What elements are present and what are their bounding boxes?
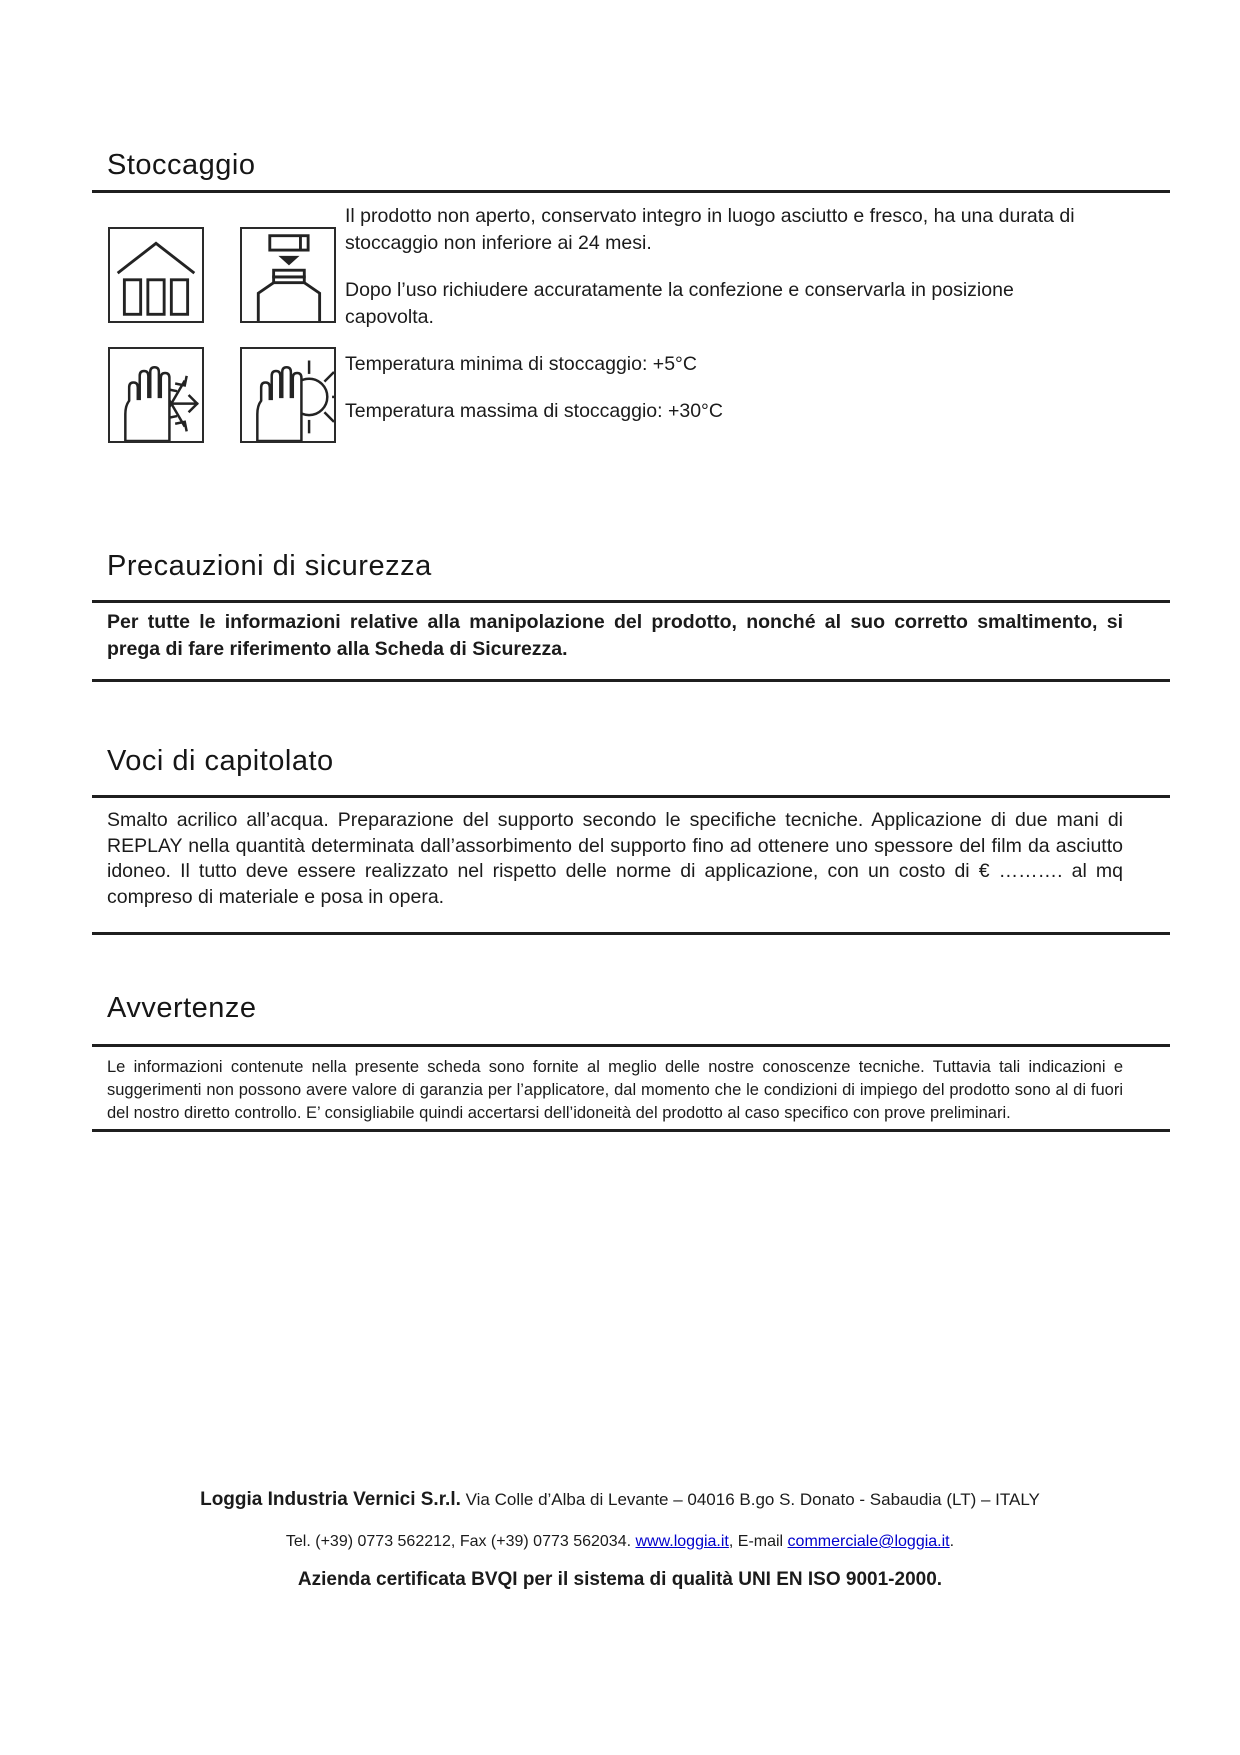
footer-contacts-line [0,1533,1240,1551]
divider [92,795,1170,798]
reclose-container-upside-down-icon [240,227,336,323]
divider [92,679,1170,682]
footer-company-line [0,1489,1240,1511]
company-name: Loggia Industria Vernici S.r.l. [200,1489,461,1510]
email-label: , E-mail [728,1533,788,1550]
email-link[interactable]: commerciale@loggia.it [787,1533,950,1550]
voci-di-capitolato-text: Smalto acrilico all’acqua. Preparazione del supporto secondo le specifiche tecniche. Applicazione di due mani di REPLAY nella quantità determinata dall’assorbimento del supporto fino ad ottenere uno spessore del film da asciutto idoneo. Il tutto deve essere realizzato nel rispetto delle norme di applicazione, con un costo di € ………. al mq compreso di materiale e posa in opera. [107,809,1123,908]
paragraph: Dopo l’uso richiudere accuratamente la confezione e conservarla in posizione capovolta. [345,279,1014,328]
company-address: Via Colle d’Alba di Levante – 04016 B.go S. Donato - Sabaudia (LT) – ITALY [460,1490,1040,1509]
stoccaggio-text [345,203,1080,445]
protect-from-frost-icon [108,347,204,443]
footer-certification-line: Azienda certificata BVQI per il sistema di qualità UNI EN ISO 9001-2000. [297,1569,943,1590]
divider [92,190,1170,193]
section-title-avvertenze: Avvertenze [107,992,257,1024]
protect-from-heat-sunlight-icon [240,347,336,443]
divider [92,1044,1170,1047]
tel-fax-text: Tel. (+39) 0773 562212, Fax (+39) 0773 562034. [285,1533,636,1550]
store-indoors-icon [108,227,204,323]
section-title-stoccaggio: Stoccaggio [107,149,256,181]
section-title-voci-di-capitolato: Voci di capitolato [107,745,334,777]
paragraph: Il prodotto non aperto, conservato integro in luogo asciutto e fresco, ha una durata di stoccaggio non inferiore ai 24 mesi. [345,205,1075,254]
storage-pictograms [108,227,336,443]
website-link[interactable]: www.loggia.it [635,1533,729,1550]
divider [92,932,1170,935]
precauzioni-text: Per tutte le informazioni relative alla manipolazione del prodotto, nonché al suo corretto smaltimento, si prega di fare riferimento alla Scheda di Sicurezza. [107,611,1123,660]
paragraph: Temperatura minima di stoccaggio: +5°C [345,353,697,375]
divider [92,600,1170,603]
divider [92,1129,1170,1132]
line-end: . [949,1533,955,1550]
section-title-precauzioni: Precauzioni di sicurezza [107,550,432,582]
paragraph: Temperatura massima di stoccaggio: +30°C [345,400,723,422]
avvertenze-text: Le informazioni contenute nella presente scheda sono fornite al meglio delle nostre conoscenze tecniche. Tuttavia tali indicazioni e suggerimenti non possono avere valore di garanzia per l’applicatore, dal momento che le condizioni di impiego del prodotto sono al di fuori del nostro diretto controllo. E’ consigliabile quindi accertarsi dell’idoneità del prodotto al caso specifico con prove preliminari. [107,1058,1123,1122]
